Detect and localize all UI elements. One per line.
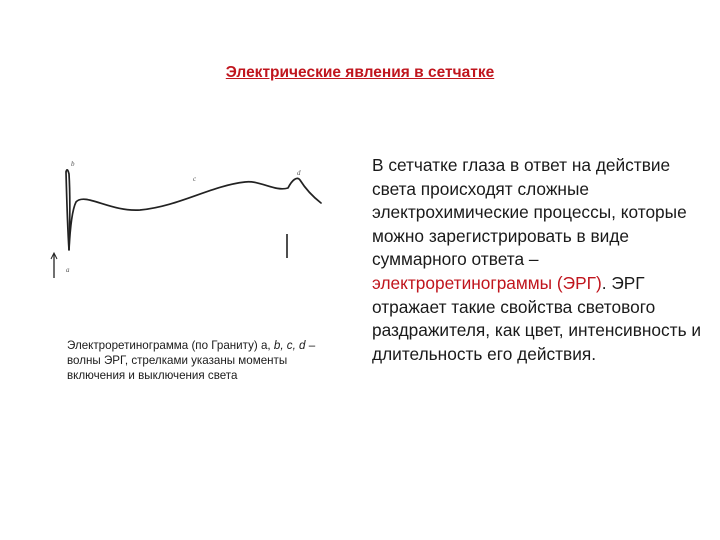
wave-label-c: c [193,175,197,183]
wave-label-b: b [71,160,75,168]
caption-wave-letters: b, c, d [273,339,306,352]
body-text-before: В сетчатке глаза в ответ на действие света происходят сложные электрохимические процессы, которые можно зарегистрировать в виде суммарного ответа – [372,155,687,270]
erg-waveform [40,150,340,290]
body-text-after: . ЭРГ отражает такие свойства светового раздражителя, как цвет, интенсивность и длительность его действия. [372,272,702,364]
body-highlight-erg: электроретинограммы (ЭРГ) [372,272,602,293]
erg-figure [40,150,340,290]
page-title: Электрические явления в сетчатке [225,64,495,81]
erg-trace [66,172,321,250]
caption-part1: Электроретинограмма (по Граниту) а, [67,339,271,352]
caption-part3: – волны ЭРГ, стрелками указаны моменты включения и выключения света [67,339,316,382]
body-paragraph [372,154,712,366]
wave-label-a: a [66,266,70,274]
wave-label-d: d [297,169,301,177]
figure-caption [67,338,327,383]
